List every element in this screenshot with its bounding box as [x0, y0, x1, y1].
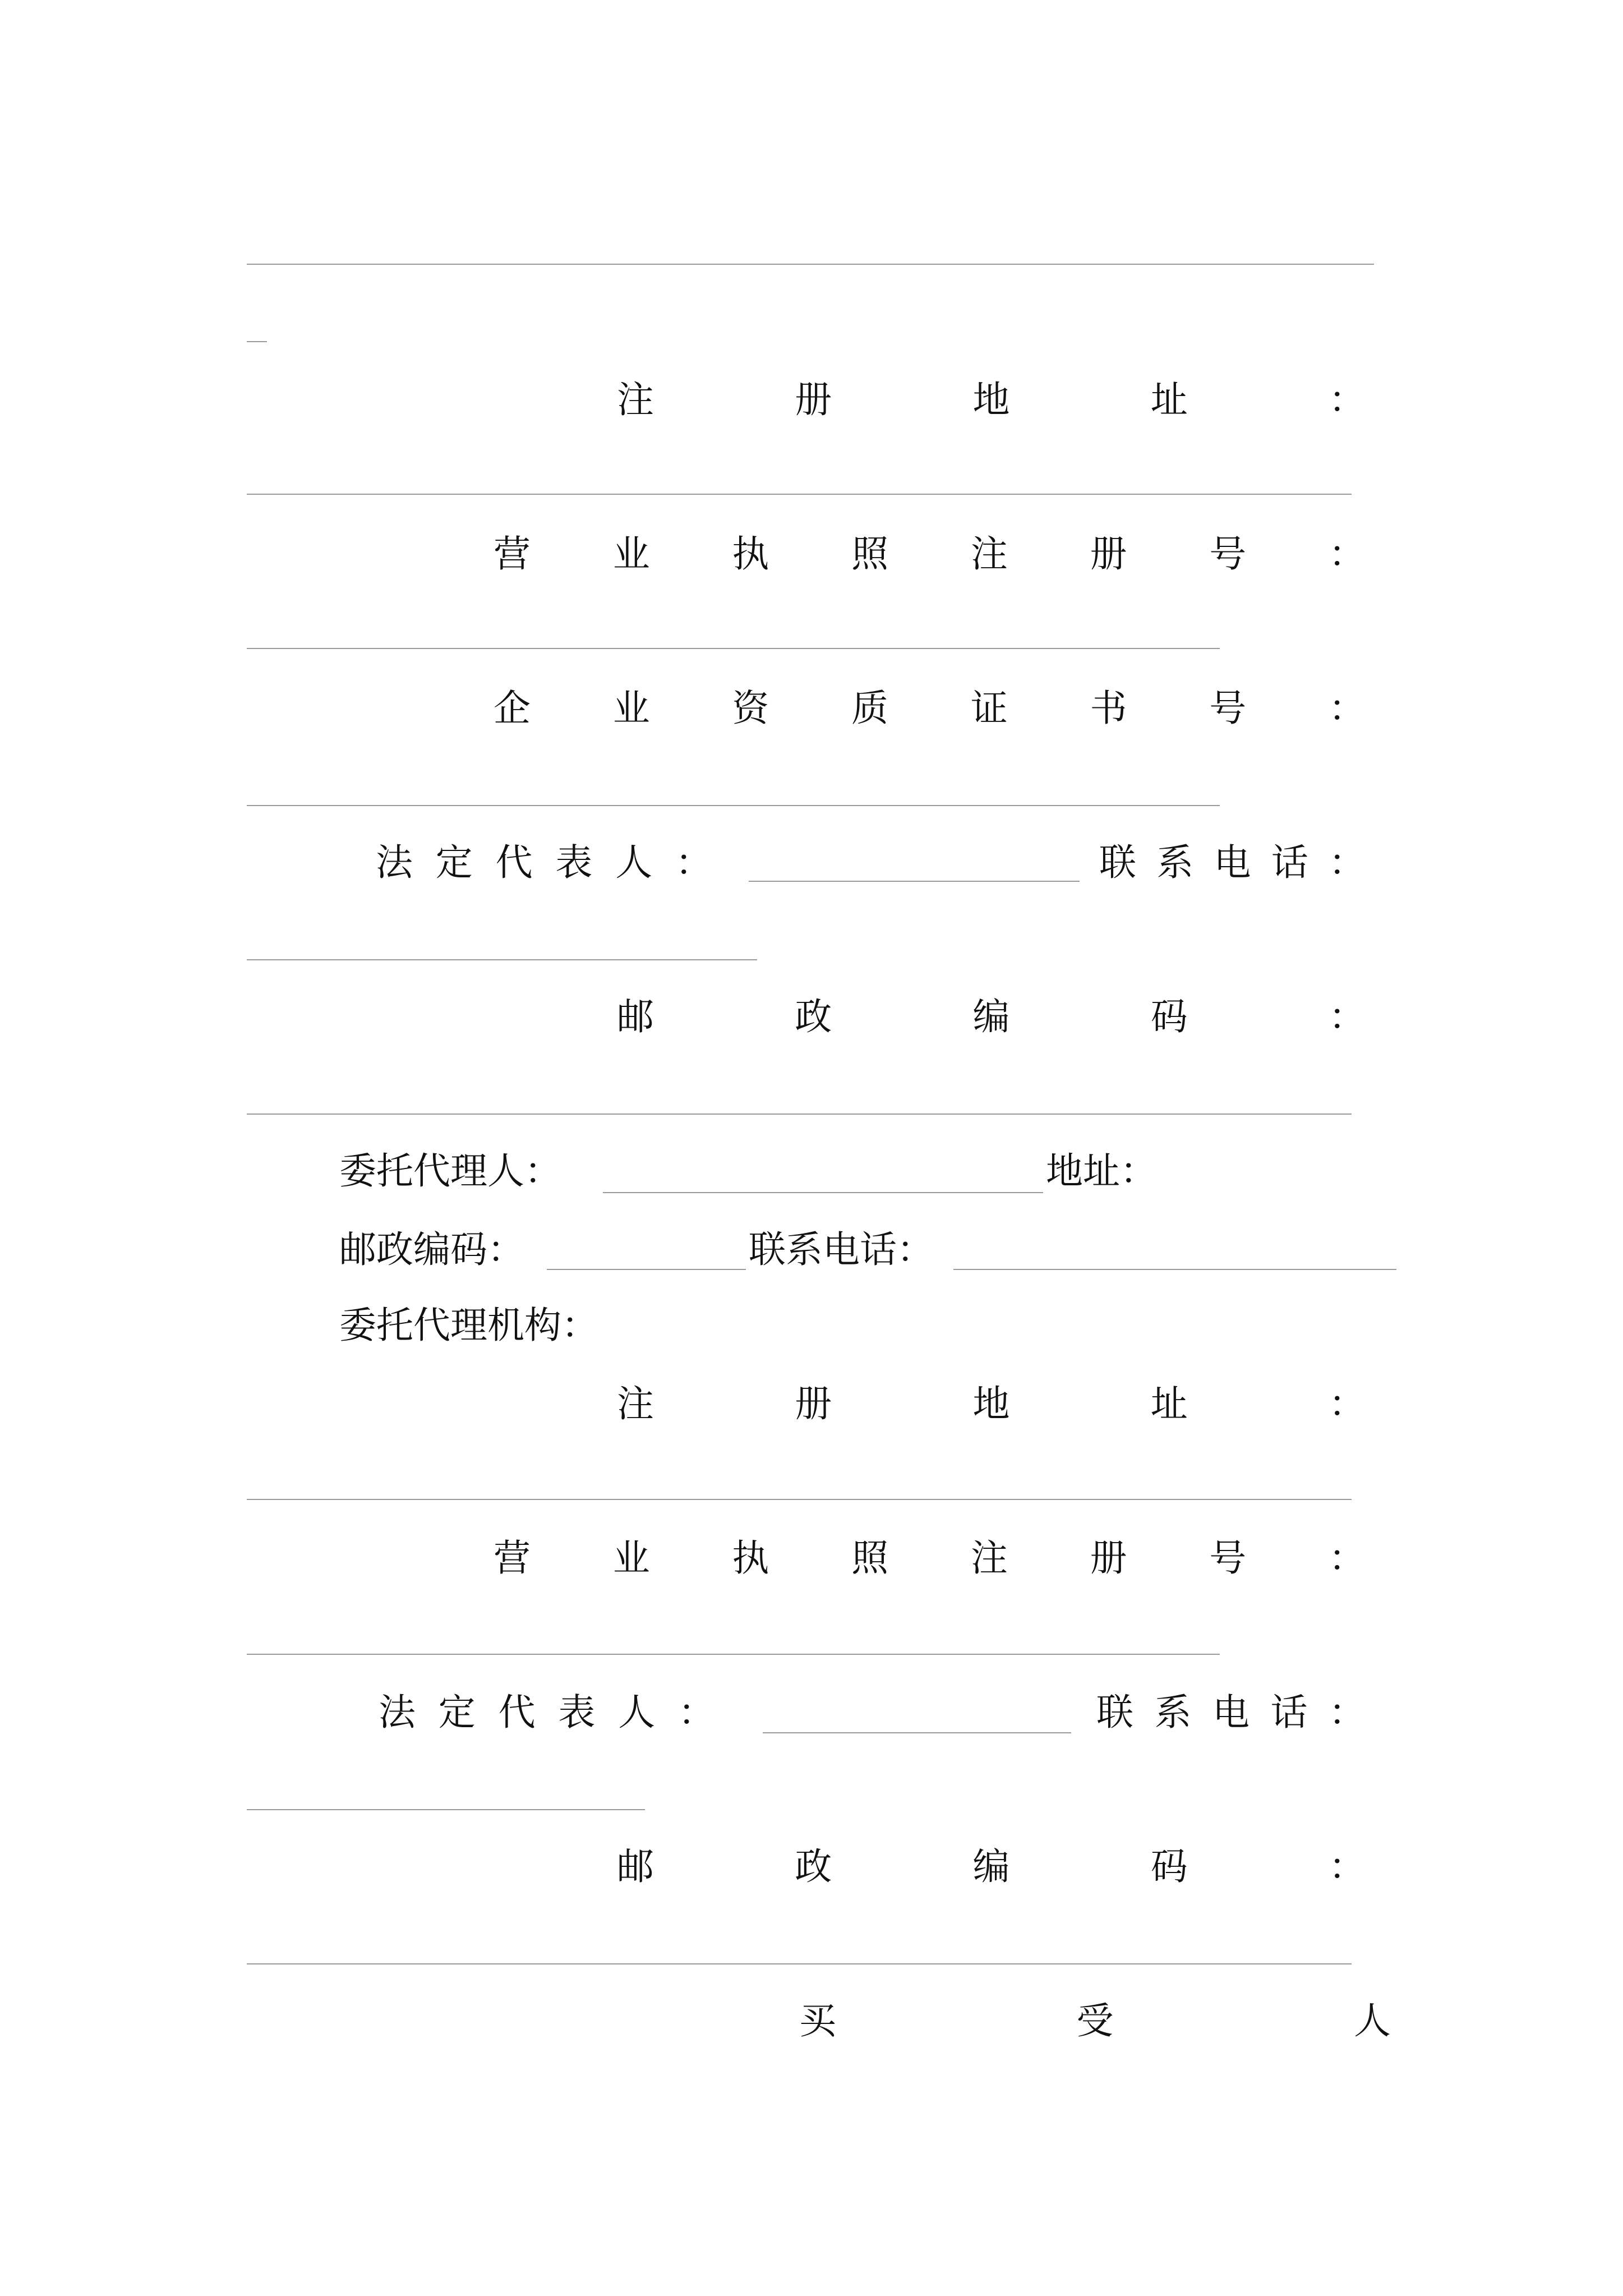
label-char: 邮	[617, 995, 654, 1038]
label-char: 码	[1150, 995, 1188, 1038]
label-char: 册	[795, 378, 832, 421]
label-char: 照	[851, 532, 889, 576]
agent-person-field[interactable]	[603, 1192, 1043, 1193]
label-char: 邮	[617, 1845, 654, 1888]
label-char: 法	[379, 1691, 416, 1734]
label-char: ：	[1329, 1845, 1366, 1888]
label-char: 证	[970, 687, 1008, 730]
label-char: 系	[1154, 1691, 1192, 1734]
label-char: 号	[1209, 532, 1247, 576]
label-char: 人	[615, 841, 653, 884]
label-char: 人	[618, 1691, 656, 1734]
reg-address-label	[617, 378, 1366, 421]
label-char: 址	[1150, 378, 1188, 421]
label-char: ：	[677, 1691, 715, 1734]
agency-label: 委托代理机构：	[339, 1304, 598, 1347]
postcode-label	[617, 995, 1366, 1038]
label-char: 法	[376, 841, 413, 884]
label-char: 联	[1096, 1691, 1133, 1734]
biz-license-label	[494, 532, 1366, 576]
label-char: 编	[972, 995, 1010, 1038]
label-char: 代	[498, 1691, 536, 1734]
agency-phone-field[interactable]	[247, 1809, 645, 1810]
legal-rep-field[interactable]	[749, 881, 1080, 882]
label-char: 表	[558, 1691, 596, 1734]
phone-label	[1099, 841, 1366, 884]
agency-postcode-label	[617, 1845, 1366, 1888]
label-char: 业	[612, 532, 650, 576]
label-char: ：	[1329, 1691, 1366, 1734]
label-char: ：	[675, 841, 712, 884]
label-char: 地	[972, 1382, 1010, 1425]
legal-rep-label	[376, 841, 712, 884]
label-char: 执	[732, 532, 769, 576]
label-char: 册	[1090, 1536, 1127, 1580]
postcode-field[interactable]	[247, 1114, 1352, 1115]
label-char: 营	[494, 532, 531, 576]
label-char: 话	[1271, 841, 1308, 884]
agent-postcode-label: 邮政编码：	[339, 1228, 524, 1271]
label-char: ：	[1329, 841, 1366, 884]
agency-legal-rep-label	[379, 1691, 715, 1734]
label-char: 联	[1099, 841, 1136, 884]
label-char: 码	[1150, 1845, 1188, 1888]
biz-license-field[interactable]	[247, 648, 1220, 649]
agency-reg-address-field[interactable]	[247, 1499, 1352, 1500]
phone-field[interactable]	[247, 959, 757, 960]
agent-phone-field[interactable]	[953, 1269, 1396, 1270]
label-char: 资	[732, 687, 769, 730]
label-char: 政	[795, 1845, 832, 1888]
label-char: 代	[495, 841, 533, 884]
agent-phone-label: 联系电话：	[749, 1228, 934, 1271]
agent-person-label: 委托代理人：	[339, 1149, 561, 1193]
label-char: 业	[612, 687, 650, 730]
label-char: ：	[1329, 1382, 1366, 1425]
label-char: ：	[1328, 687, 1366, 730]
label-char: 企	[494, 687, 531, 730]
reg-address-field[interactable]	[247, 494, 1352, 495]
label-char: 注	[617, 1382, 654, 1425]
label-char: 质	[851, 687, 889, 730]
label-char: 号	[1209, 687, 1247, 730]
agency-legal-rep-field[interactable]	[763, 1732, 1071, 1733]
agency-biz-license-label	[494, 1536, 1366, 1580]
label-char: 址	[1150, 1382, 1188, 1425]
agent-postcode-field[interactable]	[547, 1269, 746, 1270]
agency-phone-label	[1096, 1691, 1366, 1734]
label-char: 编	[972, 1845, 1010, 1888]
label-char: 表	[555, 841, 593, 884]
blank-line-top	[247, 264, 1374, 265]
label-char: 买	[799, 1999, 836, 2042]
blank-line-stub	[247, 341, 267, 342]
buyer-label	[799, 1999, 1391, 2042]
label-char: 注	[970, 1536, 1008, 1580]
label-char: 系	[1156, 841, 1194, 884]
label-char: 政	[795, 995, 832, 1038]
label-char: 话	[1270, 1691, 1308, 1734]
agency-biz-license-field[interactable]	[247, 1654, 1220, 1655]
label-char: 书	[1090, 687, 1127, 730]
label-char: 定	[438, 1691, 476, 1734]
qualification-field[interactable]	[247, 805, 1220, 806]
label-char: 执	[732, 1536, 769, 1580]
label-char: 受	[1076, 1999, 1114, 2042]
label-char: 注	[617, 378, 654, 421]
label-char: ：	[1329, 995, 1366, 1038]
label-char: 册	[1090, 532, 1127, 576]
agency-postcode-field[interactable]	[247, 1963, 1352, 1964]
agent-address-label: 地址：	[1046, 1149, 1157, 1193]
agency-reg-address-label	[617, 1382, 1366, 1425]
label-char: 电	[1214, 841, 1251, 884]
label-char: 注	[970, 532, 1008, 576]
label-char: 定	[435, 841, 473, 884]
label-char: ：	[1328, 1536, 1366, 1580]
label-char: 电	[1212, 1691, 1249, 1734]
qualification-label	[494, 687, 1366, 730]
label-char: 人	[1354, 1999, 1391, 2042]
label-char: ：	[1329, 378, 1366, 421]
label-char: 业	[612, 1536, 650, 1580]
label-char: 号	[1209, 1536, 1247, 1580]
label-char: 照	[851, 1536, 889, 1580]
label-char: 地	[972, 378, 1010, 421]
label-char: 营	[494, 1536, 531, 1580]
label-char: 册	[795, 1382, 832, 1425]
label-char: ：	[1328, 532, 1366, 576]
